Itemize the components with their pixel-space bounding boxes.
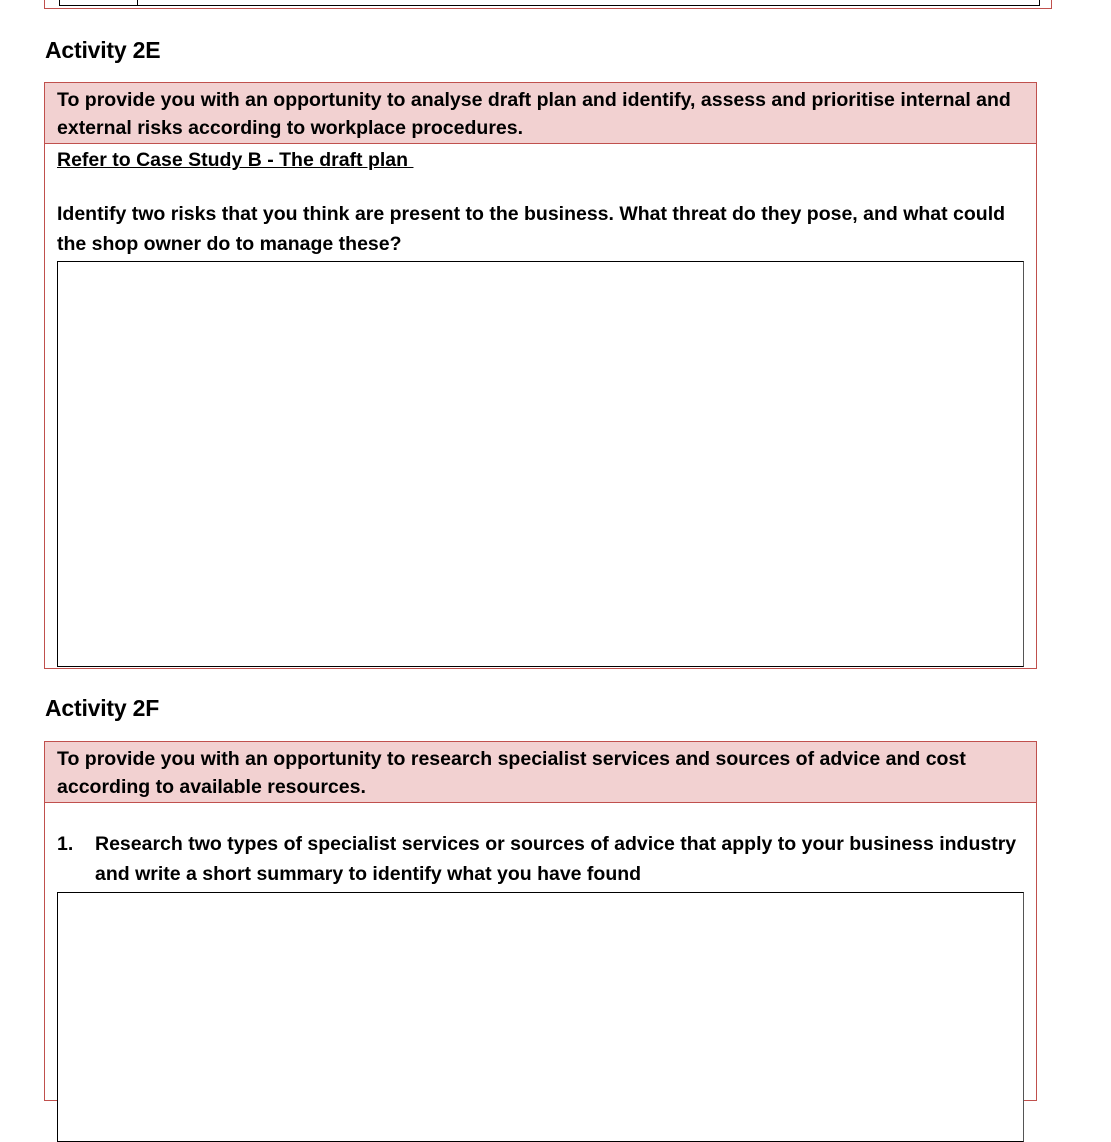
activity-2e-box — [44, 82, 1037, 669]
activity-2f-heading: Activity 2F — [45, 695, 160, 721]
previous-table-answer-cell — [59, 0, 1040, 6]
activity-2f-answer-box[interactable] — [57, 892, 1024, 1142]
previous-table-remnant — [44, 0, 1052, 9]
activity-2f-body — [45, 829, 1036, 1142]
activity-2f-question-text: Research two types of specialist services or sources of advice that apply to your business industry and write a short summary to identify what you have found — [95, 833, 1017, 885]
activity-2e-question: Identify two risks that you think are present to the business. What threat do they pose, and what could the shop owner do to manage these? — [57, 203, 1006, 255]
activity-2f-objective: To provide you with an opportunity to research specialist services and sources of advice and cost according to available resources. — [45, 742, 1036, 803]
activity-2e-heading: Activity 2E — [45, 37, 161, 63]
activity-2f-box — [44, 741, 1037, 1101]
activity-2f-question-1 — [57, 829, 1024, 889]
activity-2e-objective: To provide you with an opportunity to analyse draft plan and identify, assess and prioritise internal and external risks according to workplace procedures. — [45, 83, 1036, 144]
previous-table-divider — [137, 0, 138, 6]
activity-2e-body — [45, 144, 1036, 667]
activity-2e-answer-box[interactable] — [57, 261, 1024, 667]
question-number: 1. — [57, 833, 74, 855]
activity-2e-case-reference: Refer to Case Study B - The draft plan — [57, 149, 414, 171]
